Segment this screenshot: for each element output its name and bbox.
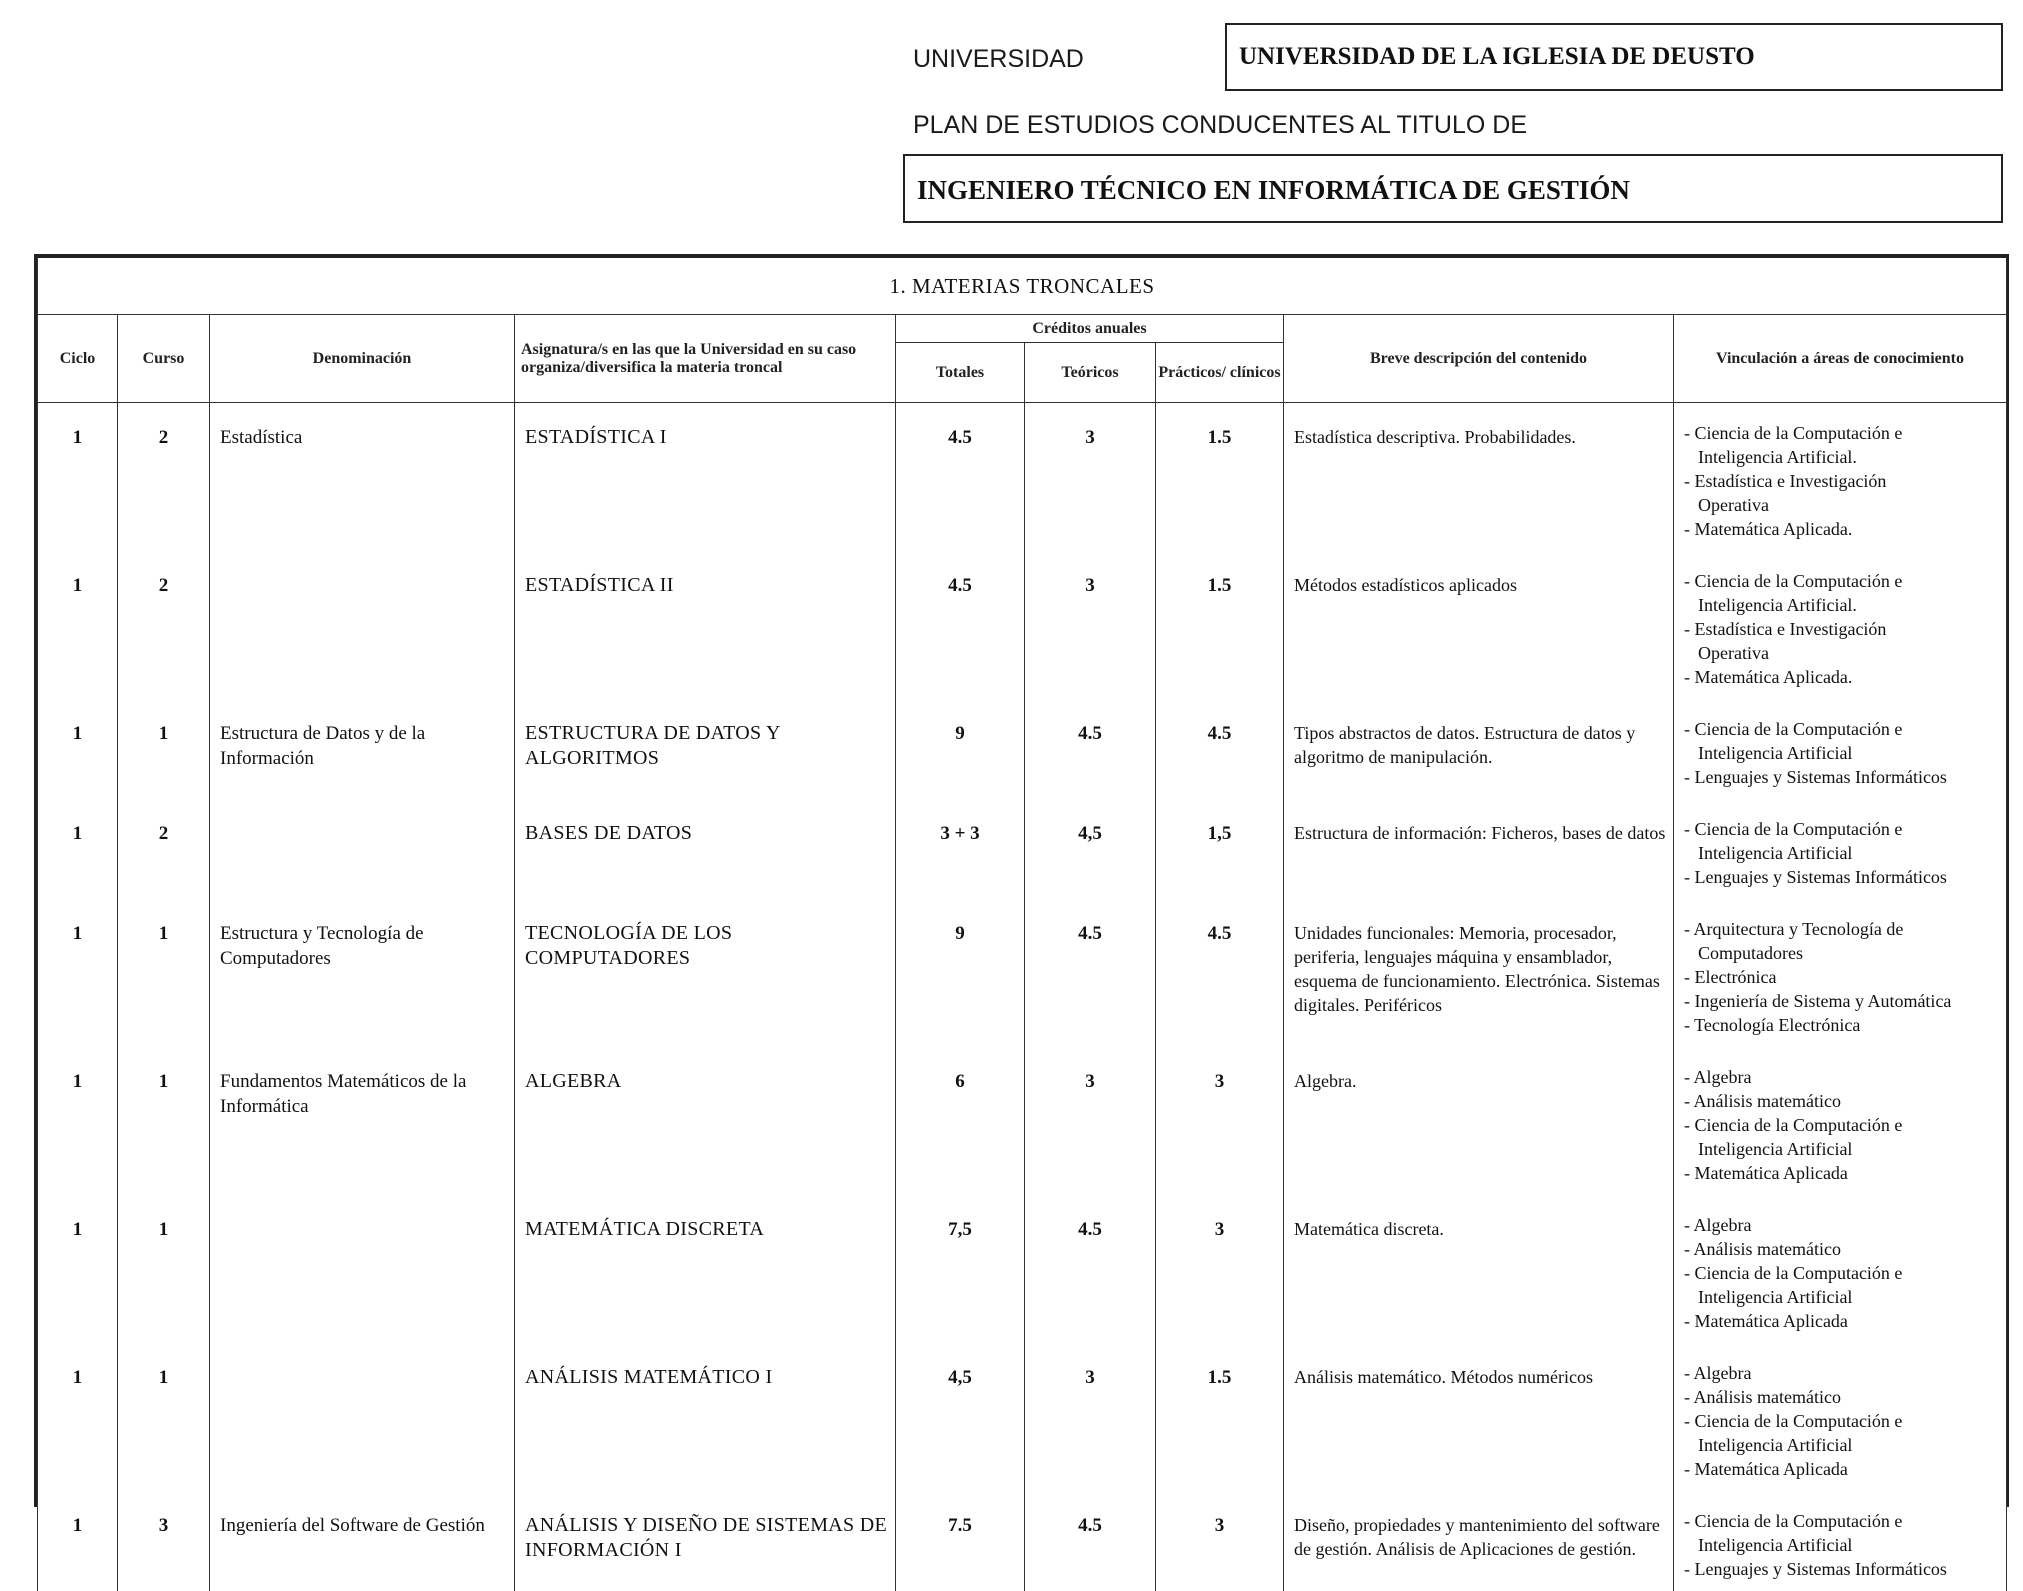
asignatura-cell: BASES DE DATOS [515, 799, 896, 899]
header-totales: Totales [896, 343, 1025, 403]
titulo-value: INGENIERO TÉCNICO EN INFORMÁTICA DE GESTIÓN [917, 175, 1630, 205]
totales-cell: 4,5 [896, 1343, 1025, 1491]
vinculacion-cell [1674, 899, 2007, 1047]
table-row [38, 799, 2007, 899]
ciclo-cell: 1 [38, 1343, 118, 1491]
area-item: - Ciencia de la Computación e [1684, 421, 2002, 445]
area-item: - Matemática Aplicada. [1684, 517, 2002, 541]
asignatura-cell: ANÁLISIS MATEMÁTICO I [515, 1343, 896, 1491]
curso-cell: 1 [118, 1343, 210, 1491]
denominacion-cell [210, 1195, 515, 1343]
materias-troncales-table [34, 254, 2009, 1507]
teoricos-cell: 3 [1025, 1047, 1156, 1195]
ciclo-cell: 1 [38, 1195, 118, 1343]
area-item: Operativa [1684, 493, 2002, 517]
denominacion-cell: Estructura y Tecnología de Computadores [210, 899, 515, 1047]
asignatura-cell: TECNOLOGÍA DE LOS COMPUTADORES [515, 899, 896, 1047]
area-item: Inteligencia Artificial. [1684, 593, 2002, 617]
curso-cell: 3 [118, 1491, 210, 1591]
table-row [38, 899, 2007, 1047]
practicos-cell: 1,5 [1156, 799, 1284, 899]
header-curso: Curso [118, 315, 210, 403]
area-item: - Matemática Aplicada [1684, 1457, 2002, 1481]
table-row [38, 1491, 2007, 1591]
totales-cell: 9 [896, 699, 1025, 799]
curso-cell: 2 [118, 403, 210, 552]
universidad-label: UNIVERSIDAD [913, 45, 1084, 74]
table-row [38, 1047, 2007, 1195]
descripcion-cell: Matemática discreta. [1284, 1195, 1674, 1343]
denominacion-cell: Estructura de Datos y de la Información [210, 699, 515, 799]
descripcion-cell: Estructura de información: Ficheros, bases de datos [1284, 799, 1674, 899]
teoricos-cell: 3 [1025, 403, 1156, 552]
descripcion-cell: Diseño, propiedades y mantenimiento del software de gestión. Análisis de Aplicaciones de gestión. [1284, 1491, 1674, 1591]
teoricos-cell: 3 [1025, 1343, 1156, 1491]
totales-cell: 4.5 [896, 551, 1025, 699]
area-item: - Electrónica [1684, 965, 2002, 989]
teoricos-cell: 4.5 [1025, 1491, 1156, 1591]
ciclo-cell: 1 [38, 551, 118, 699]
area-item: - Tecnología Electrónica [1684, 1013, 2002, 1037]
totales-cell: 6 [896, 1047, 1025, 1195]
descripcion-cell: Tipos abstractos de datos. Estructura de datos y algoritmo de manipulación. [1284, 699, 1674, 799]
area-item: - Ciencia de la Computación e [1684, 1113, 2002, 1137]
practicos-cell: 1.5 [1156, 1343, 1284, 1491]
header-practicos: Prácticos/ clínicos [1156, 343, 1284, 403]
table-body [38, 403, 2007, 1591]
header-vinculacion: Vinculación a áreas de conocimiento [1674, 315, 2007, 403]
area-item: - Ciencia de la Computación e [1684, 1409, 2002, 1433]
section-title: 1. MATERIAS TRONCALES [38, 258, 2007, 315]
table-row [38, 551, 2007, 699]
asignatura-cell: ESTADÍSTICA I [515, 403, 896, 552]
practicos-cell: 4.5 [1156, 899, 1284, 1047]
curso-cell: 2 [118, 799, 210, 899]
header-ciclo: Ciclo [38, 315, 118, 403]
area-item: - Ciencia de la Computación e [1684, 569, 2002, 593]
header-creditos: Créditos anuales [896, 315, 1284, 343]
table-row [38, 699, 2007, 799]
practicos-cell: 3 [1156, 1491, 1284, 1591]
totales-cell: 9 [896, 899, 1025, 1047]
descripcion-cell: Análisis matemático. Métodos numéricos [1284, 1343, 1674, 1491]
ciclo-cell: 1 [38, 699, 118, 799]
ciclo-cell: 1 [38, 403, 118, 552]
vinculacion-cell [1674, 1195, 2007, 1343]
teoricos-cell: 4,5 [1025, 799, 1156, 899]
header-teoricos: Teóricos [1025, 343, 1156, 403]
universidad-value: UNIVERSIDAD DE LA IGLESIA DE DEUSTO [1239, 43, 1755, 70]
teoricos-cell: 4.5 [1025, 1195, 1156, 1343]
asignatura-cell: ESTADÍSTICA II [515, 551, 896, 699]
asignatura-cell: ALGEBRA [515, 1047, 896, 1195]
vinculacion-cell [1674, 403, 2007, 552]
denominacion-cell: Estadística [210, 403, 515, 552]
curso-cell: 1 [118, 1047, 210, 1195]
descripcion-cell: Métodos estadísticos aplicados [1284, 551, 1674, 699]
practicos-cell: 1.5 [1156, 551, 1284, 699]
header-denominacion: Denominación [210, 315, 515, 403]
area-item: Inteligencia Artificial [1684, 1433, 2002, 1457]
asignatura-cell: ESTRUCTURA DE DATOS Y ALGORITMOS [515, 699, 896, 799]
totales-cell: 7,5 [896, 1195, 1025, 1343]
vinculacion-cell [1674, 1343, 2007, 1491]
table-row [38, 1343, 2007, 1491]
area-item: - Ciencia de la Computación e [1684, 717, 2002, 741]
practicos-cell: 4.5 [1156, 699, 1284, 799]
area-item: - Matemática Aplicada [1684, 1161, 2002, 1185]
ciclo-cell: 1 [38, 799, 118, 899]
totales-cell: 3 + 3 [896, 799, 1025, 899]
area-item: - Lenguajes y Sistemas Informáticos [1684, 765, 2002, 789]
area-item: Inteligencia Artificial [1684, 1533, 2002, 1557]
area-item: - Estadística e Investigación [1684, 617, 2002, 641]
denominacion-cell: Fundamentos Matemáticos de la Informática [210, 1047, 515, 1195]
vinculacion-cell [1674, 699, 2007, 799]
area-item: - Análisis matemático [1684, 1385, 2002, 1409]
area-item: Inteligencia Artificial [1684, 1137, 2002, 1161]
area-item: - Algebra [1684, 1213, 2002, 1237]
area-item: - Análisis matemático [1684, 1237, 2002, 1261]
plan-label: PLAN DE ESTUDIOS CONDUCENTES AL TITULO DE [913, 111, 1527, 140]
practicos-cell: 1.5 [1156, 403, 1284, 552]
area-item: - Lenguajes y Sistemas Informáticos [1684, 1557, 2002, 1581]
curso-cell: 2 [118, 551, 210, 699]
denominacion-cell [210, 551, 515, 699]
teoricos-cell: 3 [1025, 551, 1156, 699]
universidad-value-box [1225, 23, 2003, 91]
teoricos-cell: 4.5 [1025, 899, 1156, 1047]
area-item: - Matemática Aplicada. [1684, 665, 2002, 689]
area-item: Inteligencia Artificial [1684, 1285, 2002, 1309]
vinculacion-cell [1674, 1047, 2007, 1195]
area-item: Inteligencia Artificial [1684, 841, 2002, 865]
descripcion-cell: Algebra. [1284, 1047, 1674, 1195]
area-item: - Arquitectura y Tecnología de [1684, 917, 2002, 941]
area-item: - Lenguajes y Sistemas Informáticos [1684, 865, 2002, 889]
totales-cell: 4.5 [896, 403, 1025, 552]
denominacion-cell: Ingeniería del Software de Gestión [210, 1491, 515, 1591]
practicos-cell: 3 [1156, 1047, 1284, 1195]
ciclo-cell: 1 [38, 1047, 118, 1195]
totales-cell: 7.5 [896, 1491, 1025, 1591]
area-item: - Matemática Aplicada [1684, 1309, 2002, 1333]
asignatura-cell: ANÁLISIS Y DISEÑO DE SISTEMAS DE INFORMACIÓN I [515, 1491, 896, 1591]
area-item: - Algebra [1684, 1065, 2002, 1089]
curso-cell: 1 [118, 699, 210, 799]
teoricos-cell: 4.5 [1025, 699, 1156, 799]
header-asignatura: Asignatura/s en las que la Universidad en su caso organiza/diversifica la materia troncal [515, 315, 896, 403]
area-item: Inteligencia Artificial. [1684, 445, 2002, 469]
vinculacion-cell [1674, 1491, 2007, 1591]
area-item: - Ciencia de la Computación e [1684, 817, 2002, 841]
area-item: - Ingeniería de Sistema y Automática [1684, 989, 2002, 1013]
area-item: - Análisis matemático [1684, 1089, 2002, 1113]
area-item: Inteligencia Artificial [1684, 741, 2002, 765]
descripcion-cell: Unidades funcionales: Memoria, procesador, periferia, lenguajes máquina y ensamblador, esquema de funcionamiento. Electrónica. Sistemas digitales. Periféricos [1284, 899, 1674, 1047]
table-row [38, 403, 2007, 552]
ciclo-cell: 1 [38, 899, 118, 1047]
area-item: Computadores [1684, 941, 2002, 965]
area-item: Operativa [1684, 641, 2002, 665]
practicos-cell: 3 [1156, 1195, 1284, 1343]
titulo-box [903, 154, 2003, 223]
denominacion-cell [210, 1343, 515, 1491]
curso-cell: 1 [118, 1195, 210, 1343]
denominacion-cell [210, 799, 515, 899]
area-item: - Ciencia de la Computación e [1684, 1261, 2002, 1285]
ciclo-cell: 1 [38, 1491, 118, 1591]
descripcion-cell: Estadística descriptiva. Probabilidades. [1284, 403, 1674, 552]
area-item: - Estadística e Investigación [1684, 469, 2002, 493]
vinculacion-cell [1674, 799, 2007, 899]
area-item: - Algebra [1684, 1361, 2002, 1385]
table-row [38, 1195, 2007, 1343]
area-item: - Ciencia de la Computación e [1684, 1509, 2002, 1533]
asignatura-cell: MATEMÁTICA DISCRETA [515, 1195, 896, 1343]
curso-cell: 1 [118, 899, 210, 1047]
vinculacion-cell [1674, 551, 2007, 699]
header-descripcion: Breve descripción del contenido [1284, 315, 1674, 403]
